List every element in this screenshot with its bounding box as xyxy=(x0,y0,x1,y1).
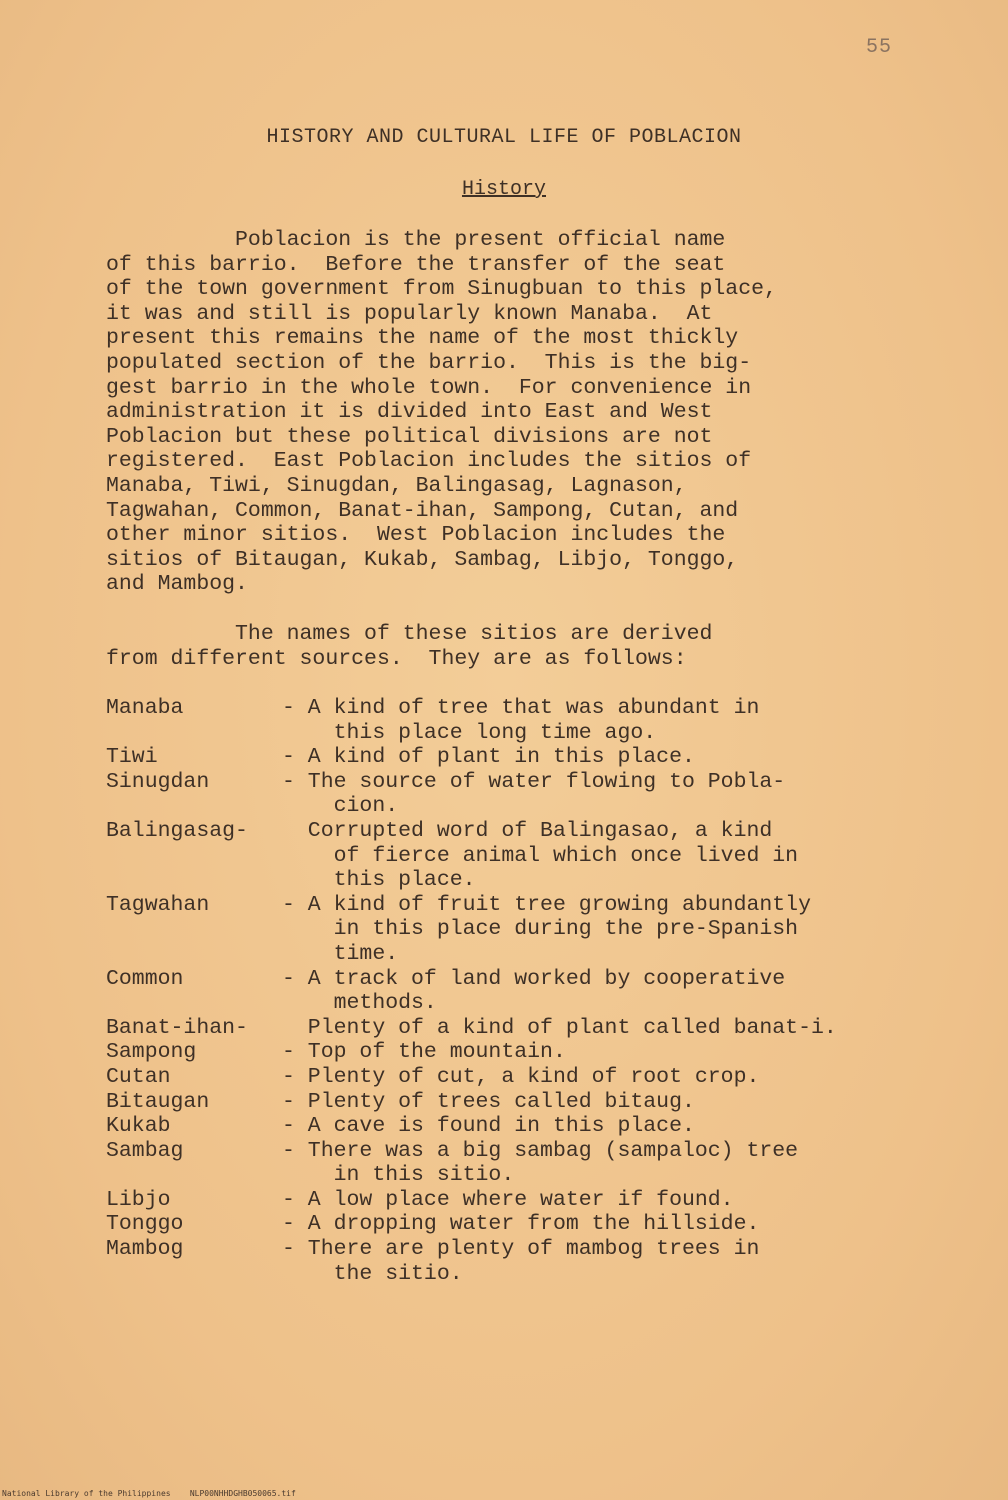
sitio-entry xyxy=(106,745,926,770)
section-heading: History xyxy=(461,178,546,201)
sitio-description: - There was a big sambag (sampaloc) tree in this sitio. xyxy=(282,1138,799,1188)
sitio-name: Sampong xyxy=(106,1040,197,1065)
sitio-description: - Plenty of cut, a kind of root crop. xyxy=(282,1064,760,1089)
sitio-description: Corrupted word of Balingasao, a kind of fierce animal which once lived in this place. xyxy=(307,818,799,893)
sitio-name: Tiwi xyxy=(106,745,158,770)
sitio-description: - Top of the mountain. xyxy=(282,1040,566,1065)
sitio-name: Banat-ihan- xyxy=(106,1015,248,1040)
sitio-entry xyxy=(106,1212,926,1237)
sitio-description: - There are plenty of mambog trees in the sitio. xyxy=(282,1237,760,1286)
sitio-entry xyxy=(106,819,926,893)
sitio-name: Libjo xyxy=(106,1187,171,1212)
sitio-description: - Plenty of trees called bitaug. xyxy=(282,1089,695,1114)
sitio-name: Tagwahan xyxy=(106,892,210,917)
page-title: HISTORY AND CULTURAL LIFE OF POBLACION xyxy=(266,126,742,149)
sitio-description: - A low place where water if found. xyxy=(282,1187,734,1212)
sitio-entry xyxy=(106,1188,926,1213)
sitio-name: Bitaugan xyxy=(106,1089,210,1114)
history-paragraph: Poblacion is the present official name of this barrio. Before the transfer of the seat of the town government from Sinugbuan to this place, it was and still is popularly known Manaba. At present this remains the name of the most thickly populated section of the barrio. This is the big- gest barrio in the whole town. For convenience in administration it is divided into East and West Poblacion but these political divisions are not registered. East Poblacion includes the sitios of Manaba, Tiwi, Sinugdan, Balingasag, Lagnason, Tagwahan, Common, Banat-ihan, Sampong, Cutan, and other minor sitios. West Poblacion includes the sitios of Bitaugan, Kukab, Sambag, Libjo, Tonggo, and Mambog. xyxy=(106,228,777,597)
sitio-name: Cutan xyxy=(106,1064,171,1089)
sitio-intro-paragraph: The names of these sitios are derived from different sources. They are as follows: xyxy=(106,622,713,671)
sitio-description: - The source of water flowing to Pobla- cion. xyxy=(282,769,786,819)
sitio-entry xyxy=(106,1139,926,1188)
sitio-list xyxy=(106,696,926,1286)
sitio-name: Kukab xyxy=(106,1114,171,1139)
sitio-name: Common xyxy=(106,966,184,991)
page-number: 55 xyxy=(866,36,893,59)
sitio-name: Balingasag- xyxy=(106,818,248,843)
sitio-entry xyxy=(106,1016,926,1041)
sitio-description: - A kind of plant in this place. xyxy=(282,745,695,770)
sitio-entry xyxy=(106,893,926,967)
sitio-entry xyxy=(106,1090,926,1115)
sitio-name: Sambag xyxy=(106,1138,184,1163)
sitio-entry xyxy=(106,967,926,1016)
sitio-name: Manaba xyxy=(106,696,184,720)
sitio-entry xyxy=(106,770,926,819)
sitio-entry xyxy=(106,696,926,745)
sitio-description: - A kind of fruit tree growing abundantly in this place during the pre-Spanish time. xyxy=(282,892,811,966)
sitio-entry xyxy=(106,1237,926,1286)
sitio-description: - A cave is found in this place. xyxy=(282,1114,695,1139)
sitio-entry xyxy=(106,1114,926,1139)
sitio-description: - A track of land worked by cooperative methods. xyxy=(282,966,786,1016)
sitio-description: Plenty of a kind of plant called banat-i. xyxy=(282,1015,837,1040)
sitio-description: - A kind of tree that was abundant in this place long time ago. xyxy=(282,696,760,745)
sitio-name: Sinugdan xyxy=(106,769,210,794)
sitio-name: Tonggo xyxy=(106,1212,184,1237)
sitio-description: - A dropping water from the hillside. xyxy=(282,1212,760,1237)
sitio-entry xyxy=(106,1040,926,1065)
sitio-name: Mambog xyxy=(106,1237,184,1262)
scan-footer: National Library of the Philippines NLP00NHHDGHB050065.tif xyxy=(2,1489,296,1498)
sitio-entry xyxy=(106,1065,926,1090)
